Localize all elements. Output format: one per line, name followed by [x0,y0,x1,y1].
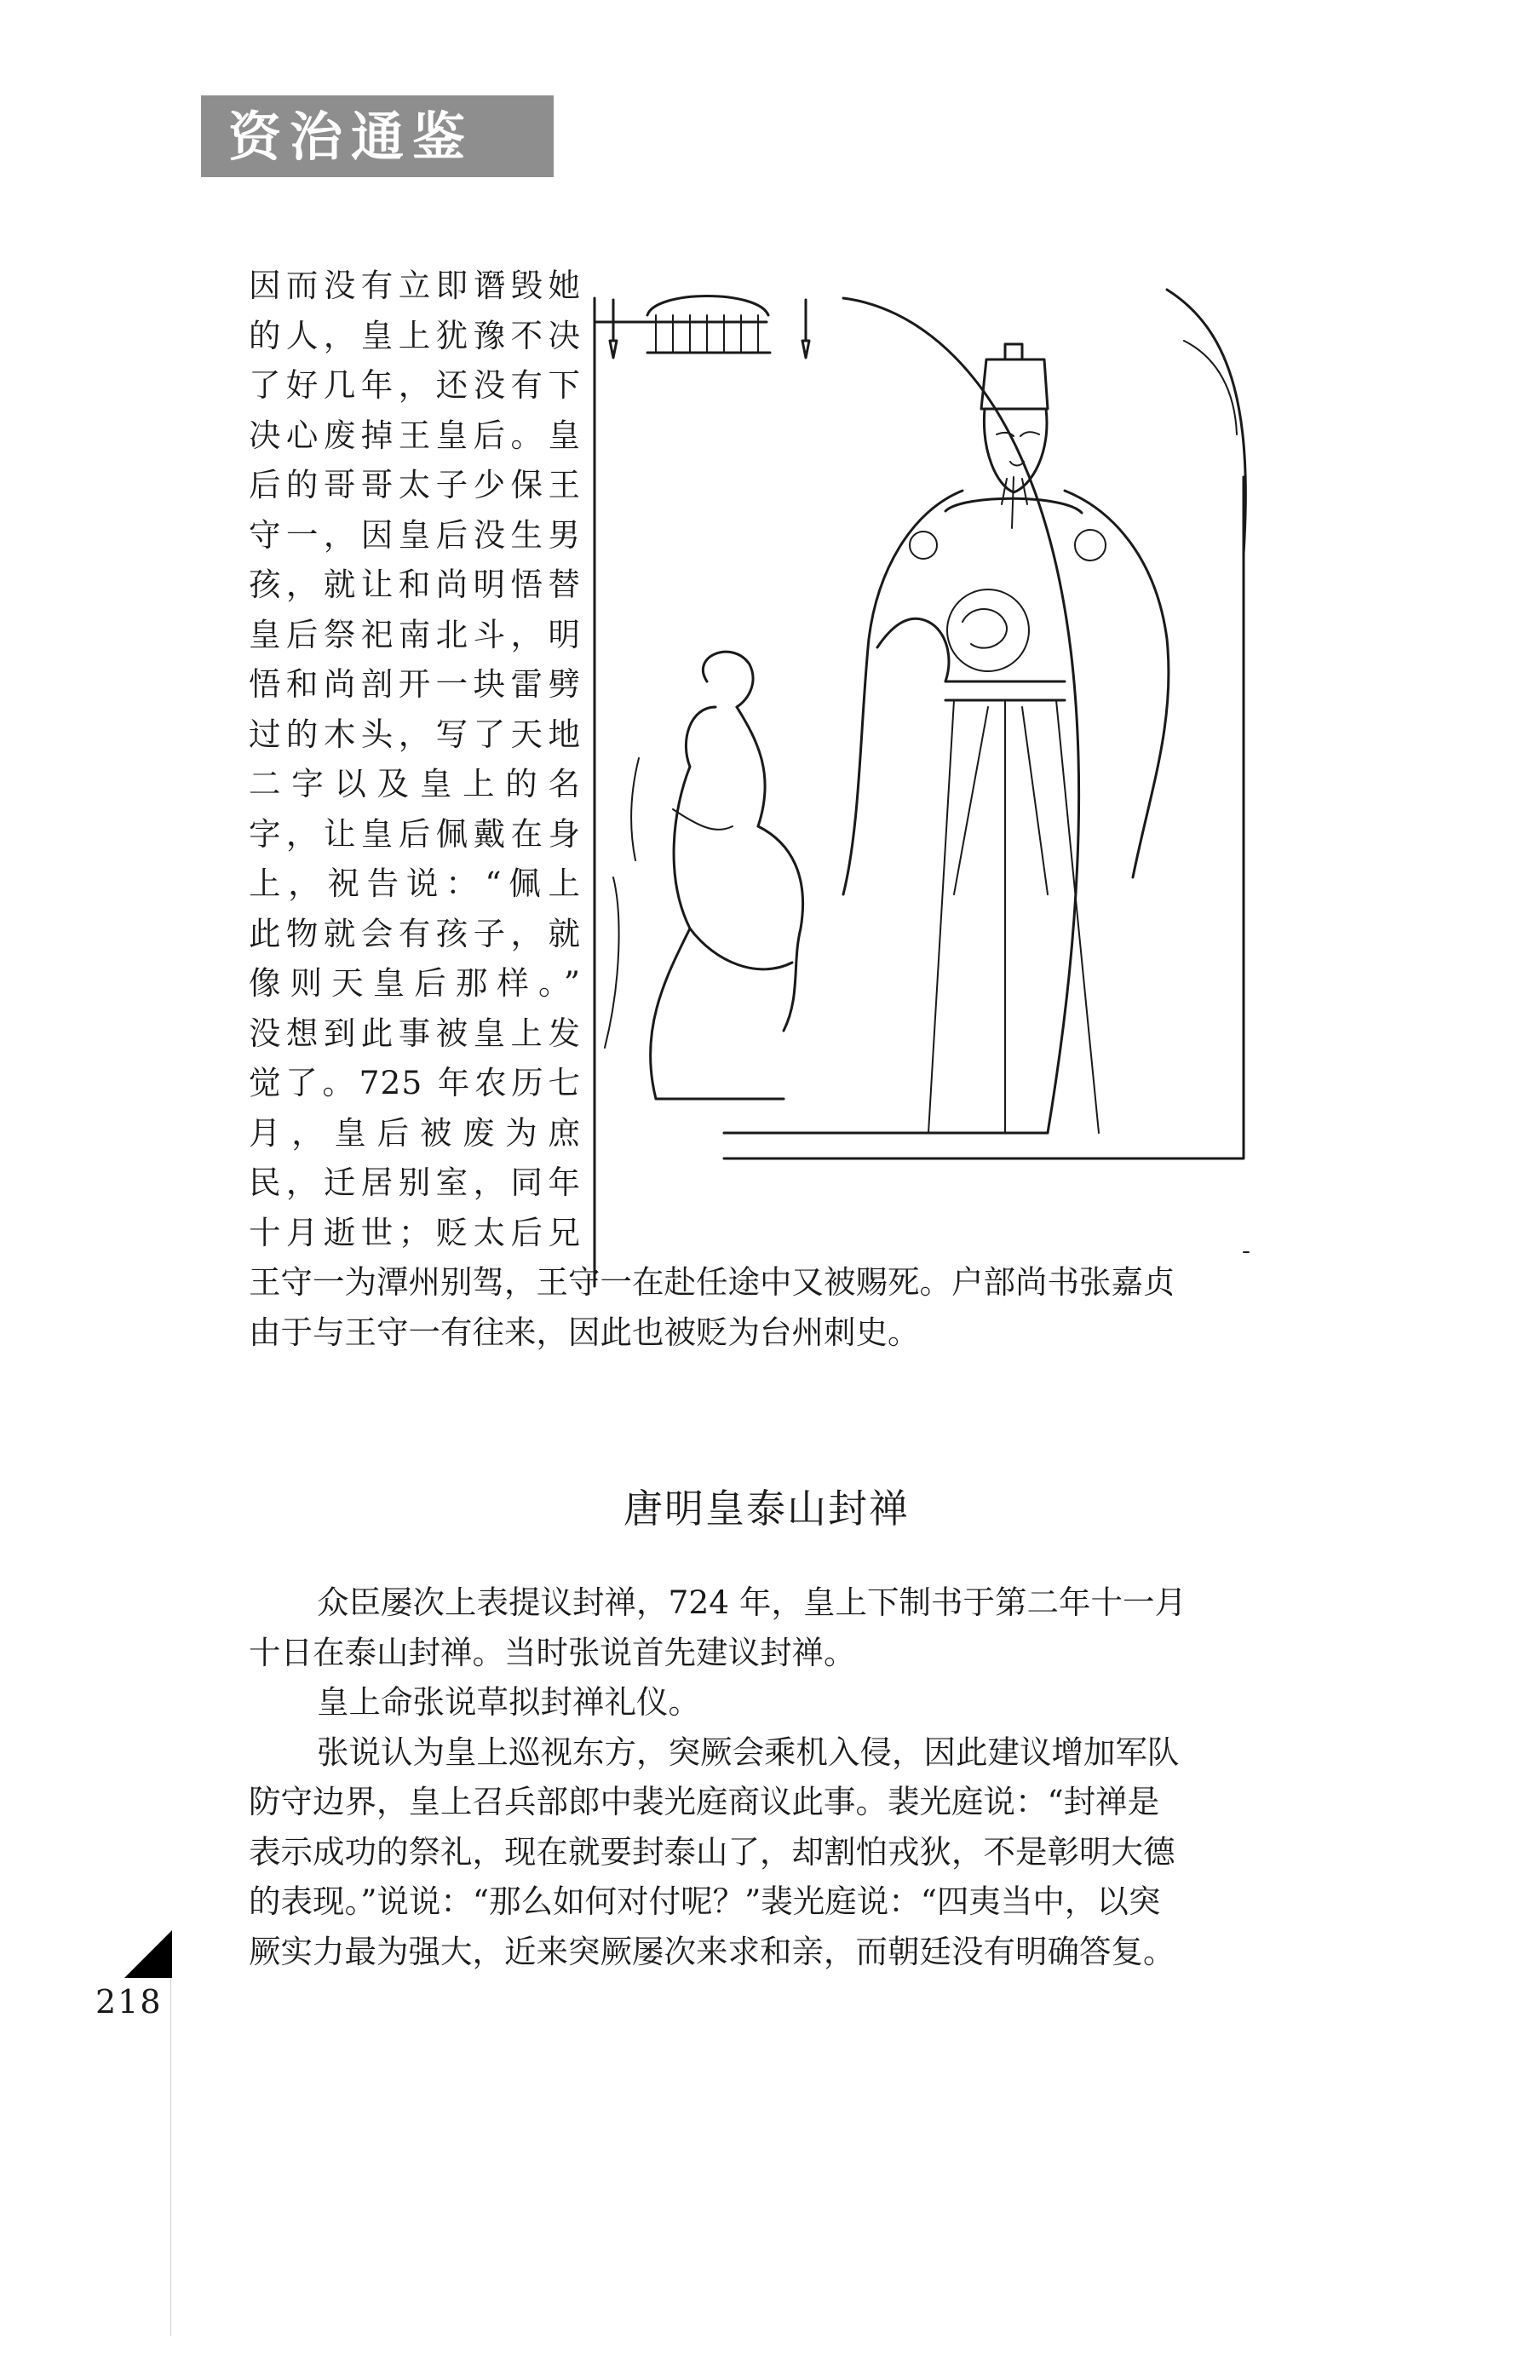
text-line: 字，让皇后佩戴在身 [249,814,581,853]
text-line: 因而没有立即谮毁她 [249,267,581,304]
text-line: 的人，皇上犹豫不决 [249,316,581,354]
continuation-line: 王守一为潭州别驾，王守一在赴任途中又被赐死。户部尚书张嘉贞 [249,1263,1175,1301]
text-line: 表示成功的祭礼，现在就要封泰山了，却割怕戎狄，不是彰明大德 [249,1832,1175,1871]
text-line: 月，皇后被废为庶 [249,1113,581,1152]
section-title: 唐明皇泰山封禅 [623,1486,910,1532]
left-column-text [249,261,581,1257]
continuation-line: 由于与王守一有往来，因此也被贬为台州刺史。 [249,1313,920,1351]
text-line: 皇后祭祀南北斗，明 [249,615,581,653]
page-corner-mark [124,1930,172,1978]
text-line: 过的木头，写了天地 [249,715,581,753]
text-line: 孩，就让和尚明悟替 [249,566,581,603]
text-line: 觉了。725 年农历七 [249,1064,581,1101]
text-line: 皇上命张说草拟封禅礼仪。 [317,1683,700,1721]
text-line: 像则天皇后那样。” [249,964,581,1002]
text-line: 厥实力最为强大，近来突厥屡次来求和亲，而朝廷没有明确答复。 [249,1932,1175,1970]
text-line: 了好几年，还没有下 [249,366,581,404]
text-line: 悟和尚剖开一块雷劈 [249,665,581,703]
text-line: 张说认为皇上巡视东方，突厥会乘机入侵，因此建议增加军队 [317,1733,1180,1771]
paragraph [249,1578,1284,1677]
text-line: 后的哥哥太子少保王 [249,466,581,503]
text-line: 此物就会有孩子，就 [249,914,581,952]
text-line: 防守边界，皇上召兵部郎中裴光庭商议此事。裴光庭说：“封禅是 [249,1783,1160,1820]
text-line: 决心废掉王皇后。皇 [249,416,581,454]
text-line: 上，祝告说：“佩上 [249,865,581,902]
paragraph [249,1677,1284,1728]
text-line: 十日在泰山封禅。当时张说首先建议封禅。 [249,1633,856,1671]
page-number: 218 [95,1983,163,2021]
text-line: 众臣屡次上表提议封禅，724 年，皇上下制书于第二年十一月 [317,1584,1187,1621]
text-line: 民，迁居别室，同年 [249,1164,581,1201]
paragraph [249,1728,1284,1977]
text-line: 的表现。”说说：“那么如何对付呢？”裴光庭说：“四夷当中，以突 [249,1883,1161,1920]
text-line: 二字以及皇上的名 [249,765,581,802]
book-title: 资治通鉴 [228,106,474,168]
text-line: 没想到此事被皇上发 [249,1014,581,1052]
margin-rule [170,1978,171,2336]
emperor-illustration [588,281,1271,1295]
text-line: 守一，因皇后没生男 [249,515,581,554]
text-line: 十月逝世；贬太后兄 [249,1213,581,1251]
